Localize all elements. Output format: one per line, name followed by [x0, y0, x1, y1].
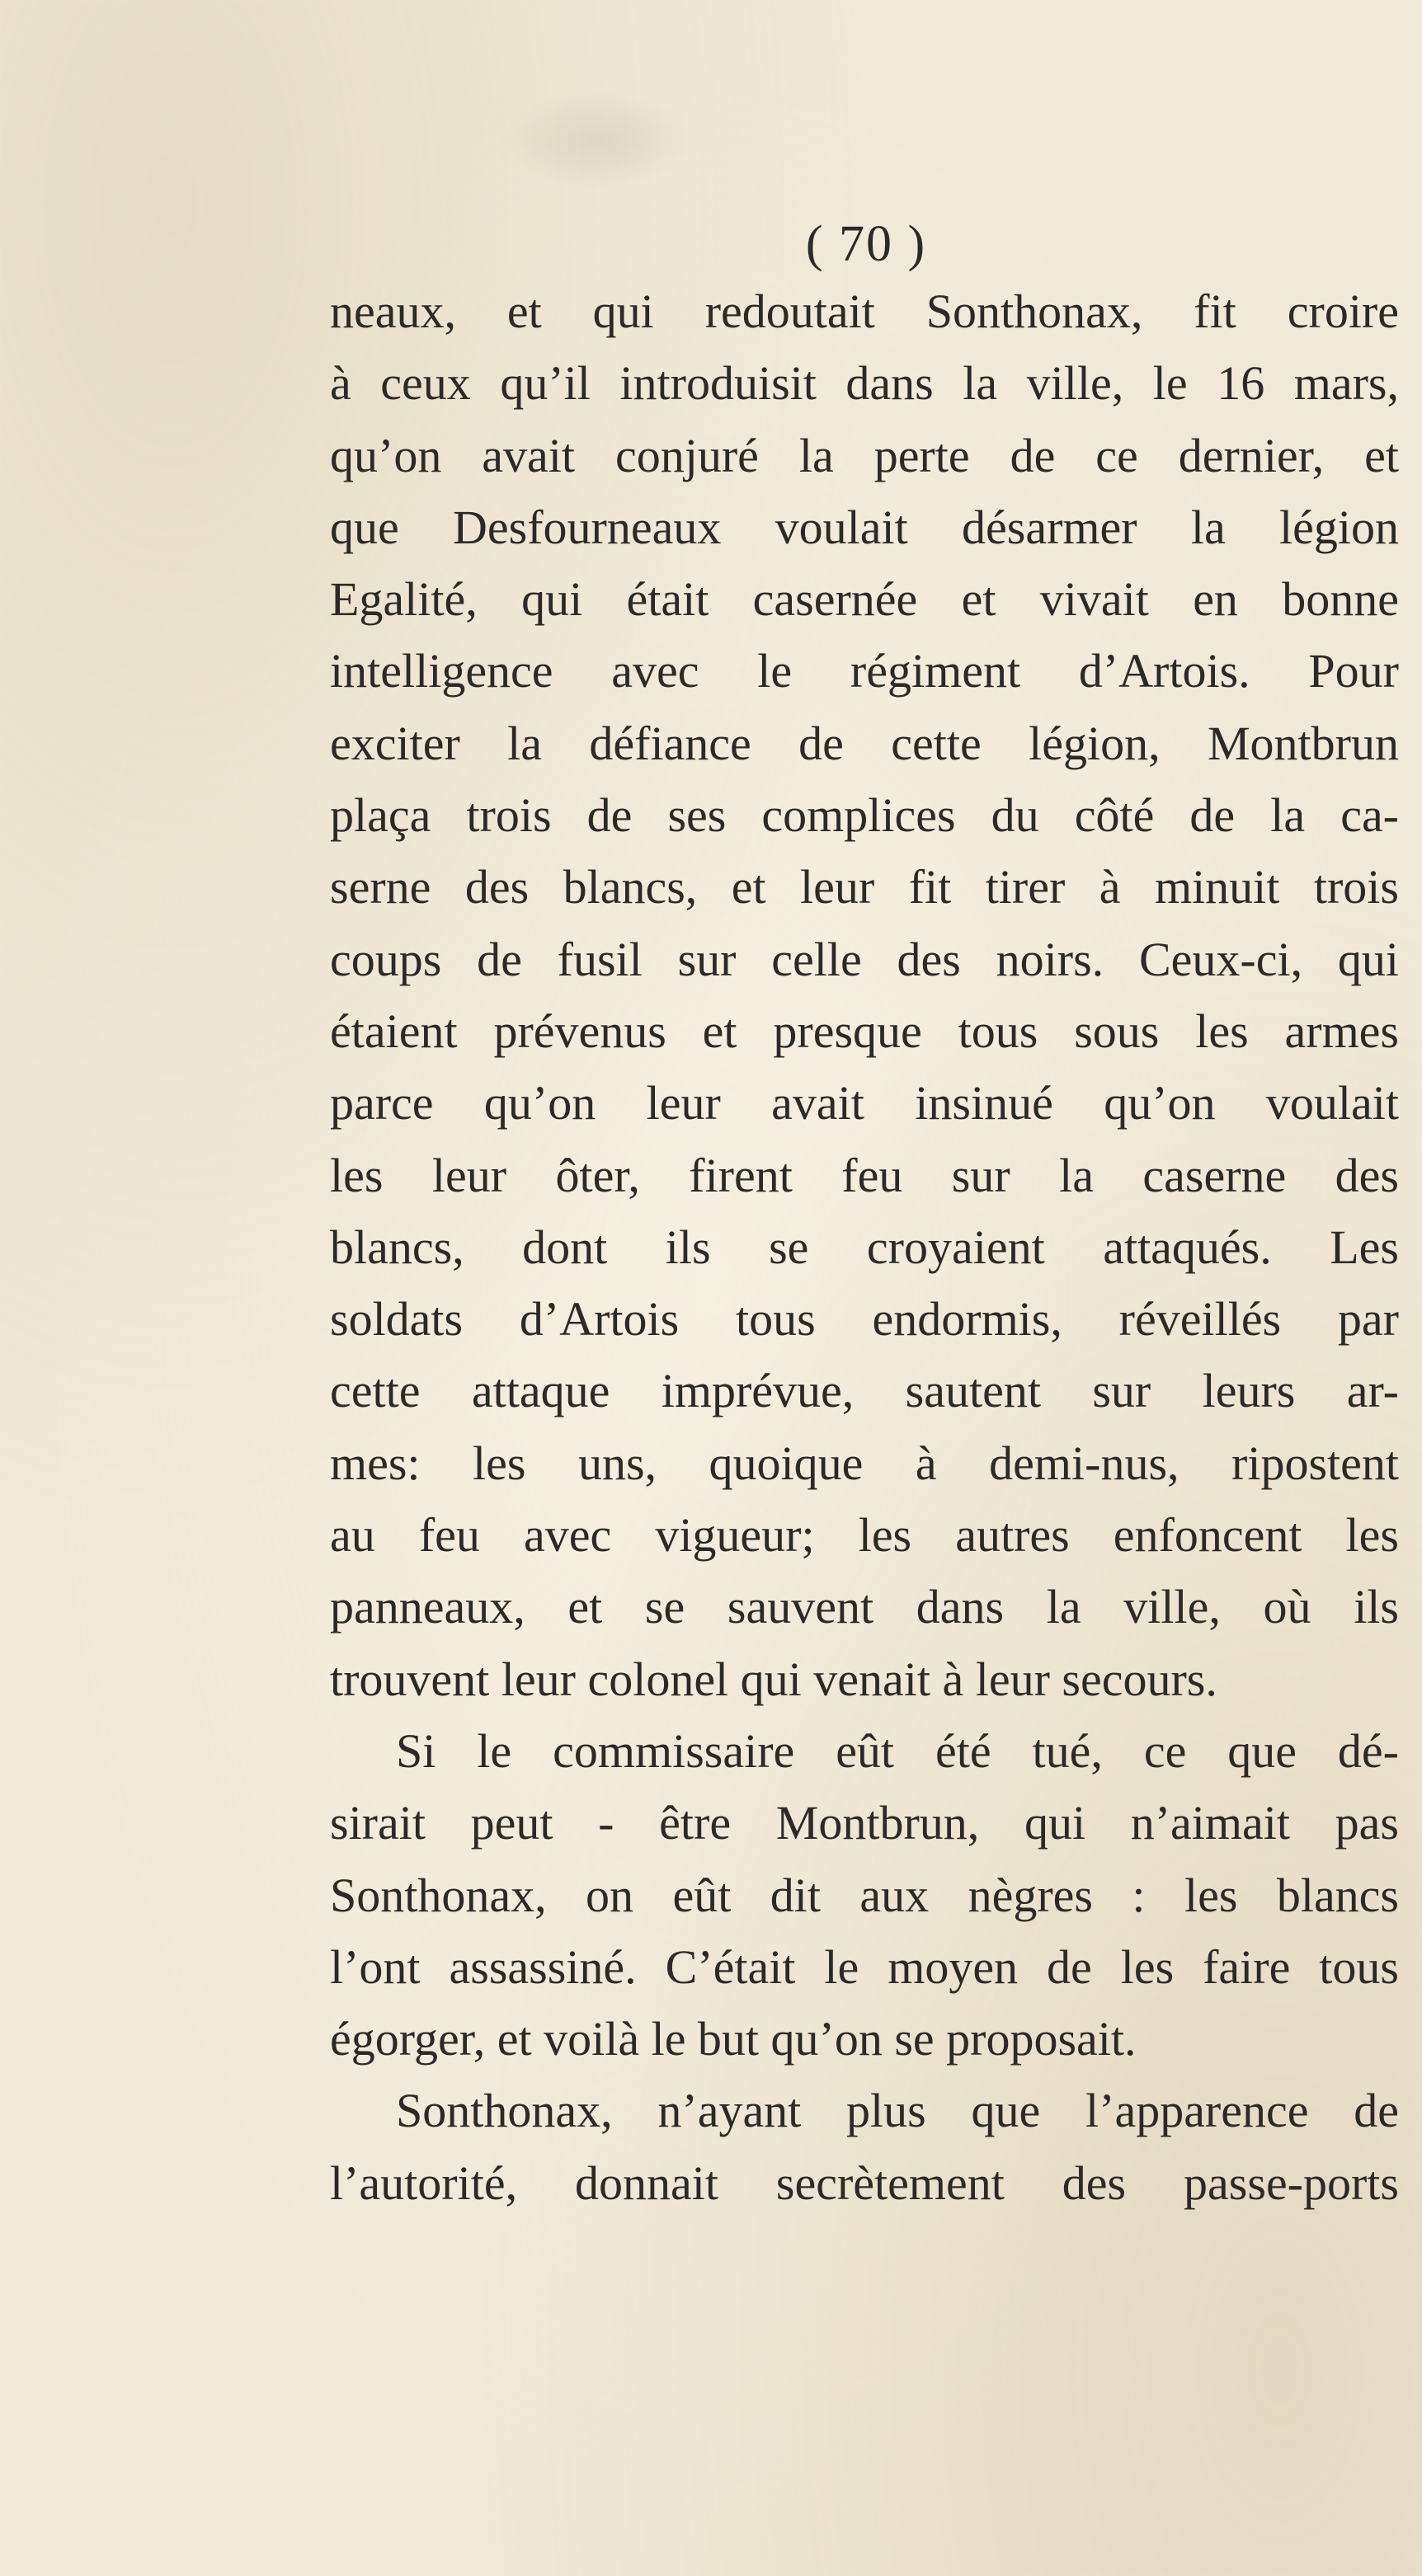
text-line: sirait peut - être Montbrun, qui n’aimait pas: [330, 1796, 1399, 1850]
text-line: soldats d’Artois tous endormis, réveillés par: [330, 1292, 1399, 1347]
text-line: plaça trois de ses complices du côté de la ca-: [330, 788, 1399, 843]
text-line: mes: les uns, quoique à demi-nus, ripostent: [330, 1436, 1399, 1490]
text-line: au feu avec vigueur; les autres enfoncent les: [330, 1508, 1399, 1563]
text-line: Si le commissaire eût été tué, ce que dé-: [396, 1723, 1399, 1778]
text-line: intelligence avec le régiment d’Artois. Pour: [330, 644, 1399, 698]
page-number: ( 70 ): [805, 216, 927, 272]
text-line: les leur ôter, firent feu sur la caserne des: [330, 1148, 1399, 1202]
text-line: Sonthonax, n’ayant plus que l’apparence de: [396, 2084, 1399, 2138]
paper-stain: [503, 91, 693, 190]
text-line: étaient prévenus et presque tous sous les armes: [330, 1004, 1399, 1058]
text-line: blancs, dont ils se croyaient attaqués. Les: [330, 1220, 1399, 1274]
text-line: Egalité, qui était casernée et vivait en bonne: [330, 572, 1399, 627]
text-line: égorger, et voilà le but qu’on se proposait.: [330, 2012, 1137, 2066]
text-line: parce qu’on leur avait insinué qu’on voulait: [330, 1076, 1399, 1131]
text-line: serne des blancs, et leur fit tirer à minuit trois: [330, 860, 1399, 914]
text-line: à ceux qu’il introduisit dans la ville, le 16 mars,: [330, 356, 1399, 411]
text-line: exciter la défiance de cette légion, Montbrun: [330, 716, 1399, 770]
body-text: [330, 275, 1399, 2219]
text-line: que Desfourneaux voulait désarmer la légion: [330, 500, 1399, 554]
text-line: qu’on avait conjuré la perte de ce dernier, et: [330, 428, 1399, 482]
text-line: trouvent leur colonel qui venait à leur secours.: [330, 1652, 1217, 1706]
text-line: panneaux, et se sauvent dans la ville, où ils: [330, 1580, 1399, 1634]
text-line: cette attaque imprévue, sautent sur leurs ar-: [330, 1364, 1399, 1418]
text-line: neaux, et qui redoutait Sonthonax, fit croire: [330, 284, 1399, 338]
text-line: coups de fusil sur celle des noirs. Ceux-ci, qui: [330, 932, 1399, 986]
text-line: l’ont assassiné. C’était le moyen de les faire tous: [330, 1939, 1399, 1994]
text-line: Sonthonax, on eût dit aux nègres : les blancs: [330, 1868, 1399, 1922]
text-line: l’autorité, donnait secrètement des passe-ports: [330, 2155, 1399, 2210]
